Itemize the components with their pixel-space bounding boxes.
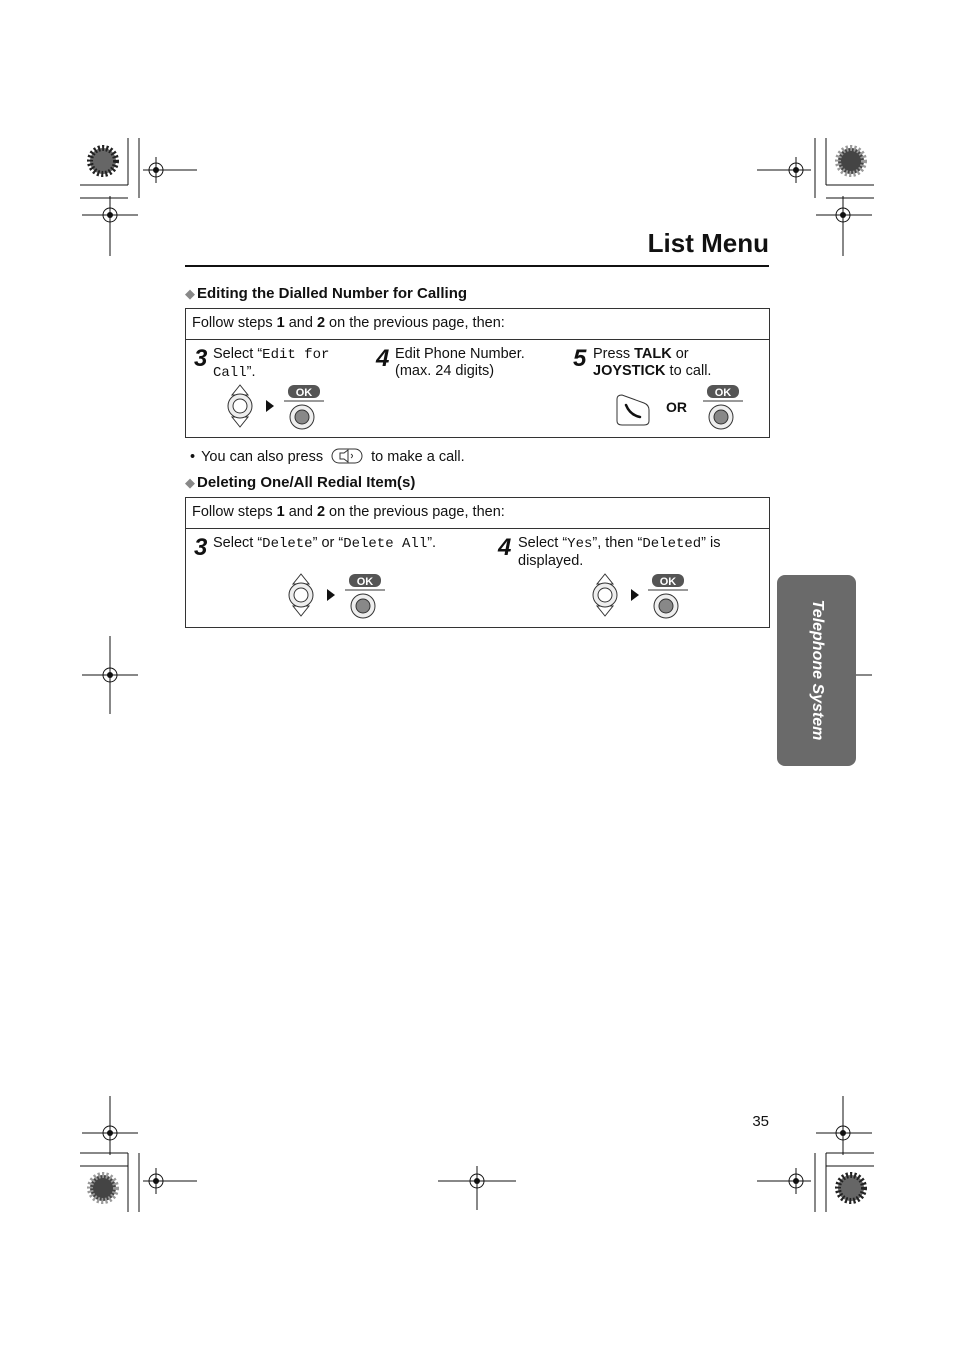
ok-button-icon [343, 574, 387, 627]
step-number: 4 [376, 345, 390, 372]
note: • You can also press to make a call. [190, 449, 465, 465]
joystick-updown-icon [224, 383, 260, 429]
step-number: 5 [573, 345, 587, 372]
title-rule [185, 265, 769, 267]
box-intro: Follow steps 1 and 2 on the previous page, then: [186, 309, 769, 340]
section-heading-deleting: ◆ Deleting One/All Redial Item(s) [185, 474, 416, 491]
step-number: 4 [498, 534, 512, 561]
arrow-right-icon [325, 588, 337, 602]
ok-button-icon [646, 574, 690, 627]
or-label: OR [666, 399, 687, 415]
step-number: 3 [194, 534, 208, 561]
talk-handset-icon [614, 393, 652, 427]
joystick-updown-icon [285, 572, 321, 618]
step-4-text: Edit Phone Number. (max. 24 digits) [395, 346, 525, 379]
step-3-text: Select “Delete” or “Delete All”. [213, 535, 437, 552]
joystick-updown-icon [589, 572, 625, 618]
page-title: List Menu [647, 228, 769, 258]
step-4-text: Select “Yes”, then “Deleted” is displayed. [518, 535, 721, 569]
arrow-right-icon [264, 399, 276, 413]
steps-box-deleting [185, 497, 770, 628]
ok-button-icon [282, 385, 326, 438]
step-number: 3 [194, 345, 208, 372]
diamond-icon: ◆ [185, 475, 195, 490]
ok-label: OK [714, 387, 732, 399]
diamond-icon: ◆ [185, 286, 195, 301]
step-3-text: Select “Edit for Call”. [213, 346, 330, 381]
steps-box-editing [185, 308, 770, 438]
page-number: 35 [752, 1113, 769, 1130]
arrow-right-icon [629, 588, 641, 602]
ok-button-icon [701, 385, 745, 438]
speakerphone-icon [331, 448, 363, 464]
section-heading-editing: ◆ Editing the Dialled Number for Calling [185, 285, 468, 302]
box-intro: Follow steps 1 and 2 on the previous page, then: [186, 498, 769, 529]
ok-label: OK [659, 576, 677, 588]
ok-label: OK [356, 576, 374, 588]
ok-label: OK [295, 387, 313, 399]
step-5-text: Press TALK or JOYSTICK to call. [593, 346, 712, 379]
side-tab-label: Telephone System [809, 599, 826, 741]
